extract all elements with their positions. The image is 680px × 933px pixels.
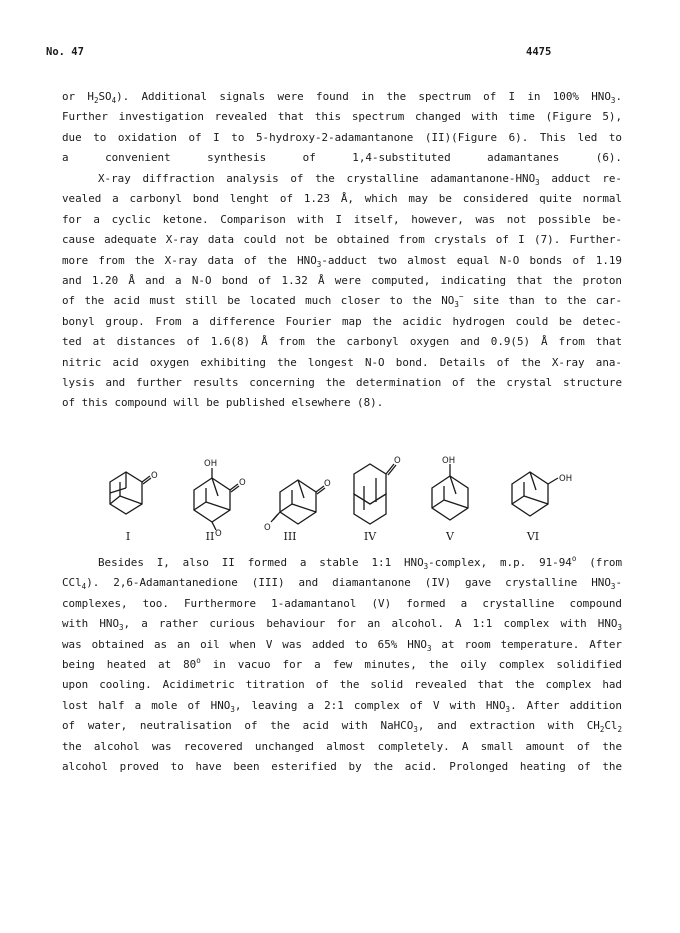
text-run: upon cooling. Acidimetric titration of the solid revealed that the complex had xyxy=(62,678,622,692)
subscript: 3 xyxy=(535,178,540,187)
text-line xyxy=(62,353,622,373)
svg-text:OH: OH xyxy=(442,456,456,466)
text-line xyxy=(62,169,622,189)
text-line xyxy=(62,87,622,107)
text-run: being heated at 80 xyxy=(62,657,197,671)
text-run: Cl xyxy=(604,719,618,733)
text-run: , and extraction with CH xyxy=(417,719,600,733)
structure-label-I: I xyxy=(125,530,131,543)
text-run: the alcohol was recovered unchanged almost completely. A small amount of the xyxy=(62,739,622,753)
text-run: CCl xyxy=(62,576,82,590)
text-run: due to oxidation of I to 5-hydroxy-2-adamantanone (II)(Figure 6). This led to xyxy=(62,130,622,144)
text-line xyxy=(62,312,622,332)
text-line xyxy=(62,573,622,593)
paragraph-1 xyxy=(62,87,622,169)
subscript: 4 xyxy=(81,582,87,592)
text-line xyxy=(62,291,622,311)
structure-label-II: II xyxy=(205,530,215,543)
svg-text:O: O xyxy=(239,478,246,488)
text-run: for a cyclic ketone. Comparison with I itself, however, was not possible be- xyxy=(62,212,622,226)
text-line xyxy=(62,696,622,716)
text-run: more from the X-ray data of the HNO xyxy=(62,253,317,267)
text-run: in vacuo for a few minutes, the oily complex solidified xyxy=(200,657,622,671)
text-run: lost half a mole of HNO xyxy=(62,698,231,712)
subscript: 2 xyxy=(617,725,622,735)
text-run: of water, neutralisation of the acid with NaHCO xyxy=(62,719,414,733)
svg-text:O: O xyxy=(215,529,222,537)
structure-label-V: V xyxy=(446,530,454,543)
text-run: vealed a carbonyl bond lenght of 1.23 Å, which may be considered quite normal xyxy=(62,192,622,206)
text-run: . After addition xyxy=(510,698,622,712)
subscript: 4 xyxy=(111,96,117,105)
text-run: -adduct two almost equal N-O bonds of 1.19 xyxy=(321,253,622,267)
superscript: − xyxy=(458,292,464,302)
text-run: SO xyxy=(98,90,112,103)
text-run: (from xyxy=(576,556,622,569)
structure-row xyxy=(0,452,680,542)
text-line xyxy=(62,251,622,271)
subscript: 3 xyxy=(610,96,616,105)
superscript: o xyxy=(571,554,577,563)
text-line xyxy=(62,271,622,291)
structure-I xyxy=(96,452,166,532)
text-run: alcohol proved to have been esterified by the acid. Prolonged heating of the xyxy=(62,759,622,773)
subscript: 3 xyxy=(119,623,124,633)
text-line xyxy=(62,210,622,230)
structure-V xyxy=(420,452,490,532)
subscript: 3 xyxy=(454,300,459,310)
text-line xyxy=(62,675,622,695)
text-run: , a rather curious behaviour for an alcohol. A 1:1 complex with HNO xyxy=(123,617,618,631)
subscript: 3 xyxy=(413,725,418,735)
text-line xyxy=(62,189,622,209)
subscript: 2 xyxy=(93,96,99,105)
text-run: nitric acid oxygen exhibiting the longest N-O bond. Details of the X-ray ana- xyxy=(62,355,622,369)
text-line xyxy=(62,716,622,736)
structure-label-VI: VI xyxy=(526,530,540,543)
text-run: of this compound will be published elsewhere (8). xyxy=(62,396,384,410)
svg-text:OH: OH xyxy=(204,459,218,469)
structure-II xyxy=(182,452,252,537)
svg-text:O: O xyxy=(264,523,271,533)
text-run: X-ray diffraction analysis of the crystalline adamantanone-HNO xyxy=(98,172,536,185)
text-run: at room temperature. After xyxy=(431,637,622,651)
subscript: 3 xyxy=(610,582,616,592)
subscript: 3 xyxy=(230,704,235,714)
text-run: or H xyxy=(62,90,94,103)
text-line xyxy=(62,594,622,614)
structure-VI xyxy=(500,452,590,532)
text-run: Further investigation revealed that this spectrum changed with time (Figure 5), xyxy=(62,110,622,124)
text-line xyxy=(62,757,622,777)
subscript: 2 xyxy=(599,725,605,735)
structure-label-III: III xyxy=(283,530,297,543)
text-run: complexes, too. Furthermore 1-adamantanol (V) formed a crystalline compound xyxy=(62,596,622,610)
journal-issue: No. 47 xyxy=(46,46,84,58)
text-line xyxy=(62,737,622,757)
text-line xyxy=(62,393,622,413)
text-run: - xyxy=(615,576,622,590)
text-line xyxy=(62,332,622,352)
structure-label-IV: IV xyxy=(363,530,377,543)
svg-text:O: O xyxy=(151,471,158,481)
svg-text:O: O xyxy=(324,479,331,489)
text-line xyxy=(62,128,622,148)
text-line xyxy=(62,635,622,655)
text-run: a convenient synthesis of 1,4-substituted adamantanes (6). xyxy=(62,151,622,165)
superscript: o xyxy=(196,655,201,665)
text-run: ). 2,6-Adamantanedione (III) and diamantanone (IV) gave crystalline HNO xyxy=(86,576,611,590)
text-run: -complex, m.p. 91-94 xyxy=(428,556,572,569)
structure-III xyxy=(264,452,334,537)
text-line xyxy=(62,107,622,127)
subscript: 3 xyxy=(423,562,429,571)
subscript: 3 xyxy=(617,623,622,633)
text-run: was obtained as an oil when V was added to 65% HNO xyxy=(62,637,427,651)
text-run: . xyxy=(615,90,622,103)
subscript: 3 xyxy=(505,704,511,714)
subscript: 3 xyxy=(316,259,322,269)
svg-text:OH: OH xyxy=(559,474,573,484)
structure-IV xyxy=(340,452,410,542)
text-run: lysis and further results concerning the determination of the crystal structure xyxy=(62,375,622,389)
text-line xyxy=(62,373,622,393)
page-number: 4475 xyxy=(526,46,552,58)
text-run: ). Additional signals were found in the spectrum of I in 100% HNO xyxy=(116,90,611,103)
text-line xyxy=(62,148,622,168)
paragraph-2 xyxy=(62,169,622,414)
svg-text:O: O xyxy=(394,456,401,466)
paragraph-3 xyxy=(62,553,622,777)
text-line xyxy=(62,655,622,675)
text-line xyxy=(62,230,622,250)
text-run: Besides I, also II formed a stable 1:1 HNO xyxy=(98,556,424,569)
subscript: 3 xyxy=(426,643,432,653)
text-run: , leaving a 2:1 complex of V with HNO xyxy=(234,698,506,712)
text-run: and 1.20 Å and a N-O bond of 1.32 Å were computed, indicating that the proton xyxy=(62,273,622,287)
text-line xyxy=(62,553,622,573)
page-header xyxy=(0,46,680,62)
text-run: of the acid must still be located much closer to the NO xyxy=(62,294,455,308)
text-run: cause adequate X-ray data could not be obtained from crystals of I (7). Further- xyxy=(62,233,622,247)
text-line xyxy=(62,614,622,634)
text-run: bonyl group. From a difference Fourier map the acidic hydrogen could be detec- xyxy=(62,314,622,328)
text-run: adduct re- xyxy=(539,172,622,185)
text-run: with HNO xyxy=(62,617,120,631)
text-run: ted at distances of 1.6(8) Å from the carbonyl oxygen and 0.9(5) Å from that xyxy=(62,335,622,349)
text-run: site than to the car- xyxy=(463,294,622,308)
